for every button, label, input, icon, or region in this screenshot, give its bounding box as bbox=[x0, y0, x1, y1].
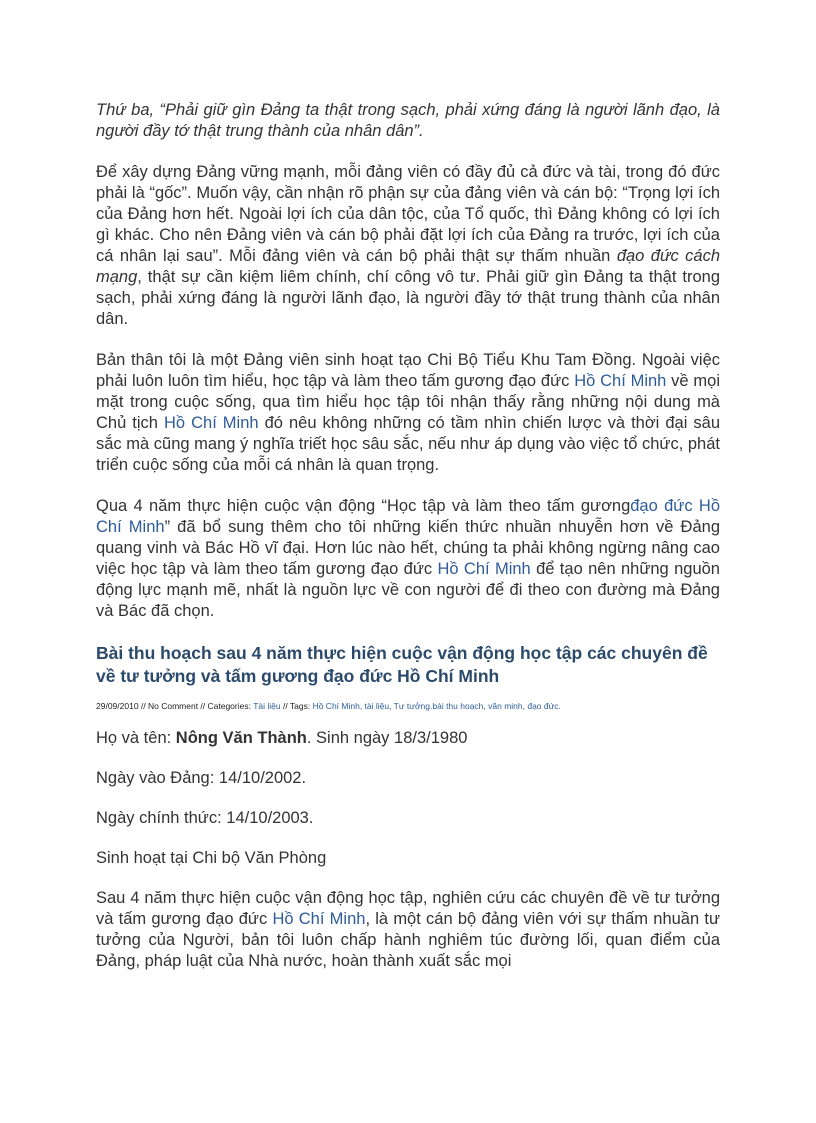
meta-tags-label: // Tags: bbox=[280, 701, 313, 711]
text-segment: Sau 4 năm thực hiện cuộc vận động học tập, nghiên cứu các chuyên đề về tư tưởng và tấm gương đạo đức bbox=[96, 889, 720, 928]
text-segment: để tạo nên những nguồn động lực mạnh mẽ, nhất là nguồn lực về con người để đi theo con đường mà Đảng và Bác đã chọn. bbox=[96, 560, 720, 620]
name-label: Họ và tên: bbox=[96, 729, 176, 747]
info-name-line bbox=[96, 728, 720, 749]
info-join-date: Ngày vào Đảng: 14/10/2002. bbox=[96, 769, 307, 787]
member-name: Nông Văn Thành bbox=[175, 729, 307, 747]
info-party-cell: Sinh hoạt tại Chi bộ Văn Phòng bbox=[96, 849, 327, 867]
italic-revolutionary-ethics: đạo đức cách mạng bbox=[96, 247, 721, 286]
paragraph-party-building bbox=[96, 162, 720, 330]
text-segment: đó nêu không những có tầm nhìn chiến lược và thời đại sâu sắc mà cũng mang ý nghĩa triết học sâu sắc, nếu như áp dụng vào việc tổ chức, phát triển cuộc sống của mỗi cá nhân là quan trọng. bbox=[96, 414, 720, 474]
paragraph-third-point: Thứ ba, “Phải giữ gìn Đảng ta thật trong sạch, phải xứng đáng là người lãnh đạo, là người đầy tớ thật trung thành của nhân dân”. bbox=[96, 101, 720, 140]
link-ho-chi-minh[interactable]: Hồ Chí Minh bbox=[272, 910, 366, 928]
tags-links[interactable]: Hồ Chí Minh, tài liệu, Tư tưởng.bài thu hoạch, văn minh, đạo đức. bbox=[312, 701, 561, 711]
article-meta bbox=[96, 700, 720, 712]
text-segment: Để xây dựng Đảng vững mạnh, mỗi đảng viên có đầy đủ cả đức và tài, trong đó đức phải là “gốc”. Muốn vậy, cần nhận rõ phận sự của đảng viên và cán bộ: “Trọng lợi ích của Đảng hơn hết. Ngoài lợi ích của dân tộc, của Tổ quốc, thì Đảng không có lợi ích gì khác. Cho nên Đảng viên và cán bộ phải đặt lợi ích của Đảng ra trước, lợi ích của cá nhân lại sau”. Mỗi đảng viên và cán bộ phải thật sự thấm nhuần bbox=[96, 163, 720, 265]
text-segment: , là một cán bộ đảng viên với sự thấm nhuần tư tưởng của Người, bản tôi luôn chấp hành nghiêm túc đường lối, quan điểm của Đảng, pháp luật của Nhà nước, hoàn thành xuất sắc mọi bbox=[96, 910, 720, 970]
document-page bbox=[96, 100, 720, 992]
text-segment: , thật sự cần kiệm liêm chính, chí công vô tư. Phải giữ gìn Đảng ta thật trong sạch, phải xứng đáng là người lãnh đạo, là người đầy tớ thật trung thành của nhân dân. bbox=[96, 268, 720, 328]
date-of-birth: . Sinh ngày 18/3/1980 bbox=[306, 729, 468, 747]
category-link[interactable]: Tài liệu bbox=[253, 701, 281, 711]
link-dao-duc-ho-chi-minh[interactable]: đạo đức Hồ Chí Minh bbox=[96, 497, 720, 536]
paragraph-self bbox=[96, 350, 720, 476]
link-ho-chi-minh[interactable]: Hồ Chí Minh bbox=[437, 560, 531, 578]
text-segment: Qua 4 năm thực hiện cuộc vận động “Học tập và làm theo tấm gương bbox=[96, 497, 631, 515]
link-ho-chi-minh[interactable]: Hồ Chí Minh bbox=[574, 372, 667, 390]
meta-date-comments: 29/09/2010 // No Comment // Categories: bbox=[96, 701, 254, 711]
link-ho-chi-minh[interactable]: Hồ Chí Minh bbox=[164, 414, 259, 432]
paragraph-four-years bbox=[96, 496, 720, 622]
text-segment: về mọi mặt trong cuộc sống, qua tìm hiểu học tập tôi nhận thấy rằng những nội dung mà Chủ tịch bbox=[96, 372, 720, 432]
text-segment: ” đã bổ sung thêm cho tôi những kiến thức nhuần nhuyễn hơn về Đảng quang vinh và Bác Hồ vĩ đại. Hơn lúc nào hết, chúng ta phải không ngừng nâng cao việc học tập và làm theo tấm gương đạo đức bbox=[96, 518, 720, 578]
text-segment: Bản thân tôi là một Đảng viên sinh hoạt tạo Chi Bộ Tiểu Khu Tam Đồng. Ngoài việc phải luôn luôn tìm hiểu, học tập và làm theo tấm gương đạo đức bbox=[96, 351, 720, 390]
info-official-date: Ngày chính thức: 14/10/2003. bbox=[96, 809, 314, 827]
article-heading[interactable]: Bài thu hoạch sau 4 năm thực hiện cuộc vận động học tập các chuyên đề về tư tưởng và tấm gương đạo đức Hồ Chí Minh bbox=[96, 643, 708, 686]
paragraph-after-four-years bbox=[96, 888, 720, 972]
